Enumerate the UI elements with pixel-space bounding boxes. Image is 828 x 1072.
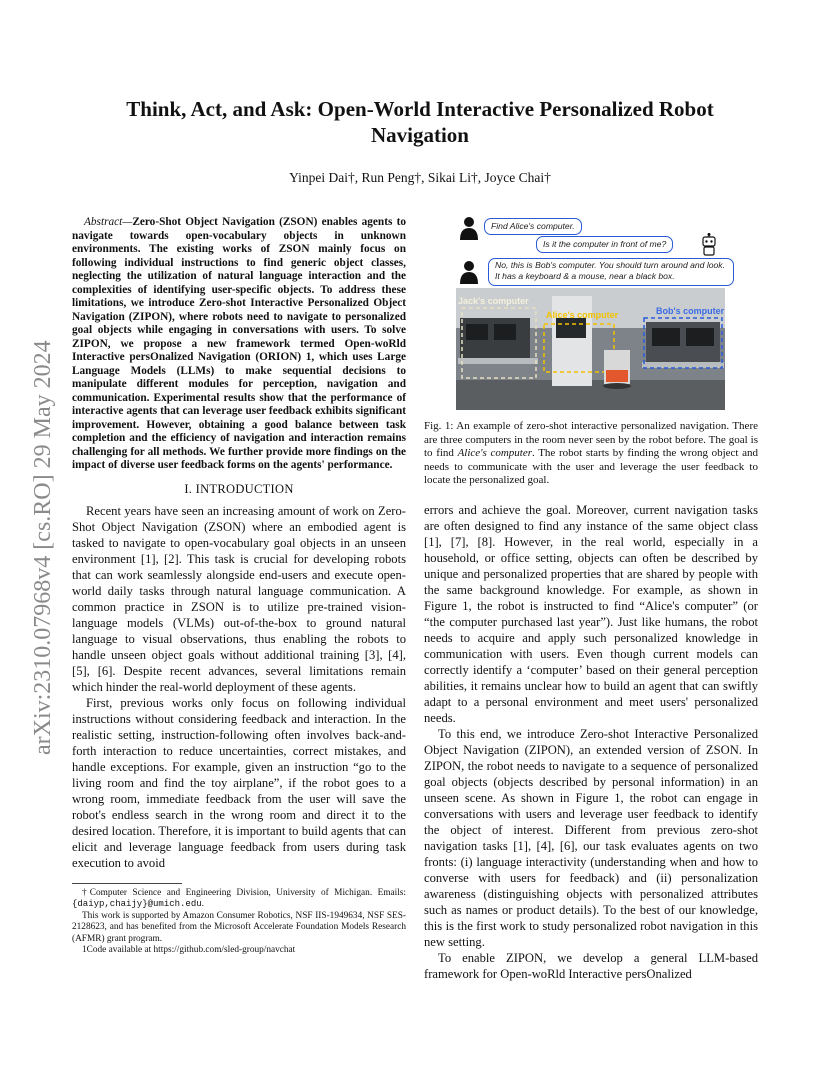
label-alices-computer: Alice's computer (546, 310, 619, 320)
figure-scene-photo (456, 288, 725, 410)
figure-1 (424, 210, 758, 410)
chat-bubble-robot-question: Is it the computer in front of me? (536, 236, 673, 253)
right-text (424, 502, 758, 982)
intro-paragraph-2: First, previous works only focus on following individual instructions without considering feedback and interaction. In the realistic setting, instruction-following often involves back-and-forth interaction to reduce uncertainties, correct mistakes, and handle exceptions. For example, given an instruction “go to the living room and find the toy airplane”, if the robot goes to a wrong room, immediate feedback from the user will save the robot's endless search in the wrong room and direct it to the desired location. Therefore, it is important to build agents that can elicit and leverage language feedback from users during task execution to avoid (72, 695, 406, 870)
footnote-rule (72, 883, 182, 884)
footnote-affil-suffix: . (201, 899, 204, 909)
robot-icon (700, 233, 718, 257)
author-list: Yinpei Dai†, Run Peng†, Sikai Li†, Joyce Chai† (289, 170, 551, 185)
caption-pre: Fig. 1: An example of zero-shot interactive personalized navigation. There are three computers in the room never seen by the robot before. The goal is to find (424, 420, 758, 459)
arxiv-sidebar (20, 265, 60, 765)
abstract-text: Zero-Shot Object Navigation (ZSON) enables agents to navigate towards open-vocabulary objects in unknown environments. The existing works of ZSON mainly focus on following individual instructions to find generic object classes, neglecting the utilization of natural language interaction and the complexities of identifying user-specific objects. To address these limitations, we introduce Zero-shot Interactive Personalized Object Navigation (ZIPON), where robots need to navigate to personalized goal objects while engaging in conversations with users. To solve ZIPON, we propose a new framework termed Open-woRld Interactive persOnalized Navigation (ORION) 1, which uses Large Language Models (LLMs) to make sequential decisions to manipulate different modules for perception, navigation and communication. Experimental results show that the performance of interactive agents that can leverage user feedback exhibits significant improvement. However, obtaining a good balance between task completion and the efficiency of navigation and interaction remains challenging for all methods. We further provide more findings on the impact of diverse user feedback forms on the agents' performance. (72, 216, 406, 471)
caption-post: . The robot starts by finding the wrong object and needs to communicate with the user and leverage the user feedback to locate the personalized goal. (424, 447, 759, 486)
right-column (424, 210, 758, 982)
caption-italic: Alice's computer (457, 447, 533, 459)
footnote-affil-prefix: †Computer Science and Engineering Division, University of Michigan. Emails: (82, 887, 406, 898)
intro-paragraph-4: To this end, we introduce Zero-shot Interactive Personalized Object Navigation (ZIPON), an extended version of ZSON. In ZIPON, the robot needs to navigate to a sequence of personalized goal objects (objects described by personal information) in an unseen scene. As shown in Figure 1, the robot can engage in conversations with users and leverage user feedback to identify the object of interest. Different from previous zero-shot navigation tasks [1], [4], [6], our task evaluates agents on two fronts: (i) language interactivity (understanding when and how to converse with users for feedback) and (ii) personalization awareness (distinguishing objects with personalized attributes such as names or product details). To the best of our knowledge, this is the first work to study personalized robot navigation in this new setting. (424, 726, 758, 949)
label-bobs-computer: Bob's computer (656, 306, 725, 316)
figure-1-caption (424, 420, 758, 488)
label-jacks-computer: Jack's computer (458, 296, 529, 306)
abstract-lead: Abstract— (84, 216, 133, 228)
arxiv-id: arXiv:2310.07968v4 [cs.RO] 29 May 2024 (30, 340, 56, 755)
left-column (72, 216, 406, 957)
intro-paragraph-5: To enable ZIPON, we develop a general LLM-based framework for Open-woRld Interactive persOnalized (424, 950, 758, 981)
chat-bubble-user-feedback: No, this is Bob's computer. You should turn around and look. It has a keyboard & a mouse, near a black box. (488, 258, 734, 286)
user-icon (460, 260, 478, 284)
footnote-support: This work is supported by Amazon Consumer Robotics, NSF IIS-1949634, NSF SES-2128623, and has benefited from the Microsoft Accelerate Foundation Models Research (AFMR) grant program. (72, 910, 406, 944)
chat-bubble-instruction: Find Alice's computer. (484, 218, 582, 235)
user-icon (460, 216, 478, 240)
paper-title: Think, Act, and Ask: Open-World Interactive Personalized Robot Navigation (126, 97, 714, 147)
footnote-emails: {daiyp,chaijy}@umich.edu (72, 899, 202, 909)
abstract (72, 216, 406, 473)
intro-paragraph-1: Recent years have seen an increasing amount of work on Zero-Shot Object Navigation (ZSON) where an embodied agent is tasked to navigate to open-vocabulary goal objects in an unseen environment [1], [2]. This task is crucial for developing robots that can work seamlessly alongside end-users and execute open-world daily tasks through natural language communication. A common practice in ZSON is to utilize pre-trained vision-language models (VLMs) out-of-the-box to ground natural language to visual observations, thus enabling the robots to handle unseen object goals without additional training [3], [4], [5], [6]. Despite recent advances, several limitations remain which hinder the real-world deployment of these agents. (72, 503, 406, 694)
section-title-introduction: I. INTRODUCTION (184, 481, 294, 496)
intro-paragraph-3: errors and achieve the goal. Moreover, current navigation tasks are often designed to find any instance of the same object class [1], [7], [8]. However, in the real world, especially in a household, or office setting, objects can often be described by unique and personalized properties that are shared by people with the same background knowledge. For example, as shown in Figure 1, the robot is instructed to find “Alice's computer” (or “the computer purchased last year”). Just like humans, the robot needs to acquire and apply such personalized knowledge in communication with users. Even though current models can correctly identify a ‘computer’ based on their general perception abilities, it remains unclear how to build an agent that can swiftly adapt to a personal environment and meet users' personalized needs. (424, 502, 758, 725)
footnote-code[interactable]: 1Code available at https://github.com/sled-group/navchat (82, 945, 296, 955)
footnote-affiliation (72, 888, 406, 911)
